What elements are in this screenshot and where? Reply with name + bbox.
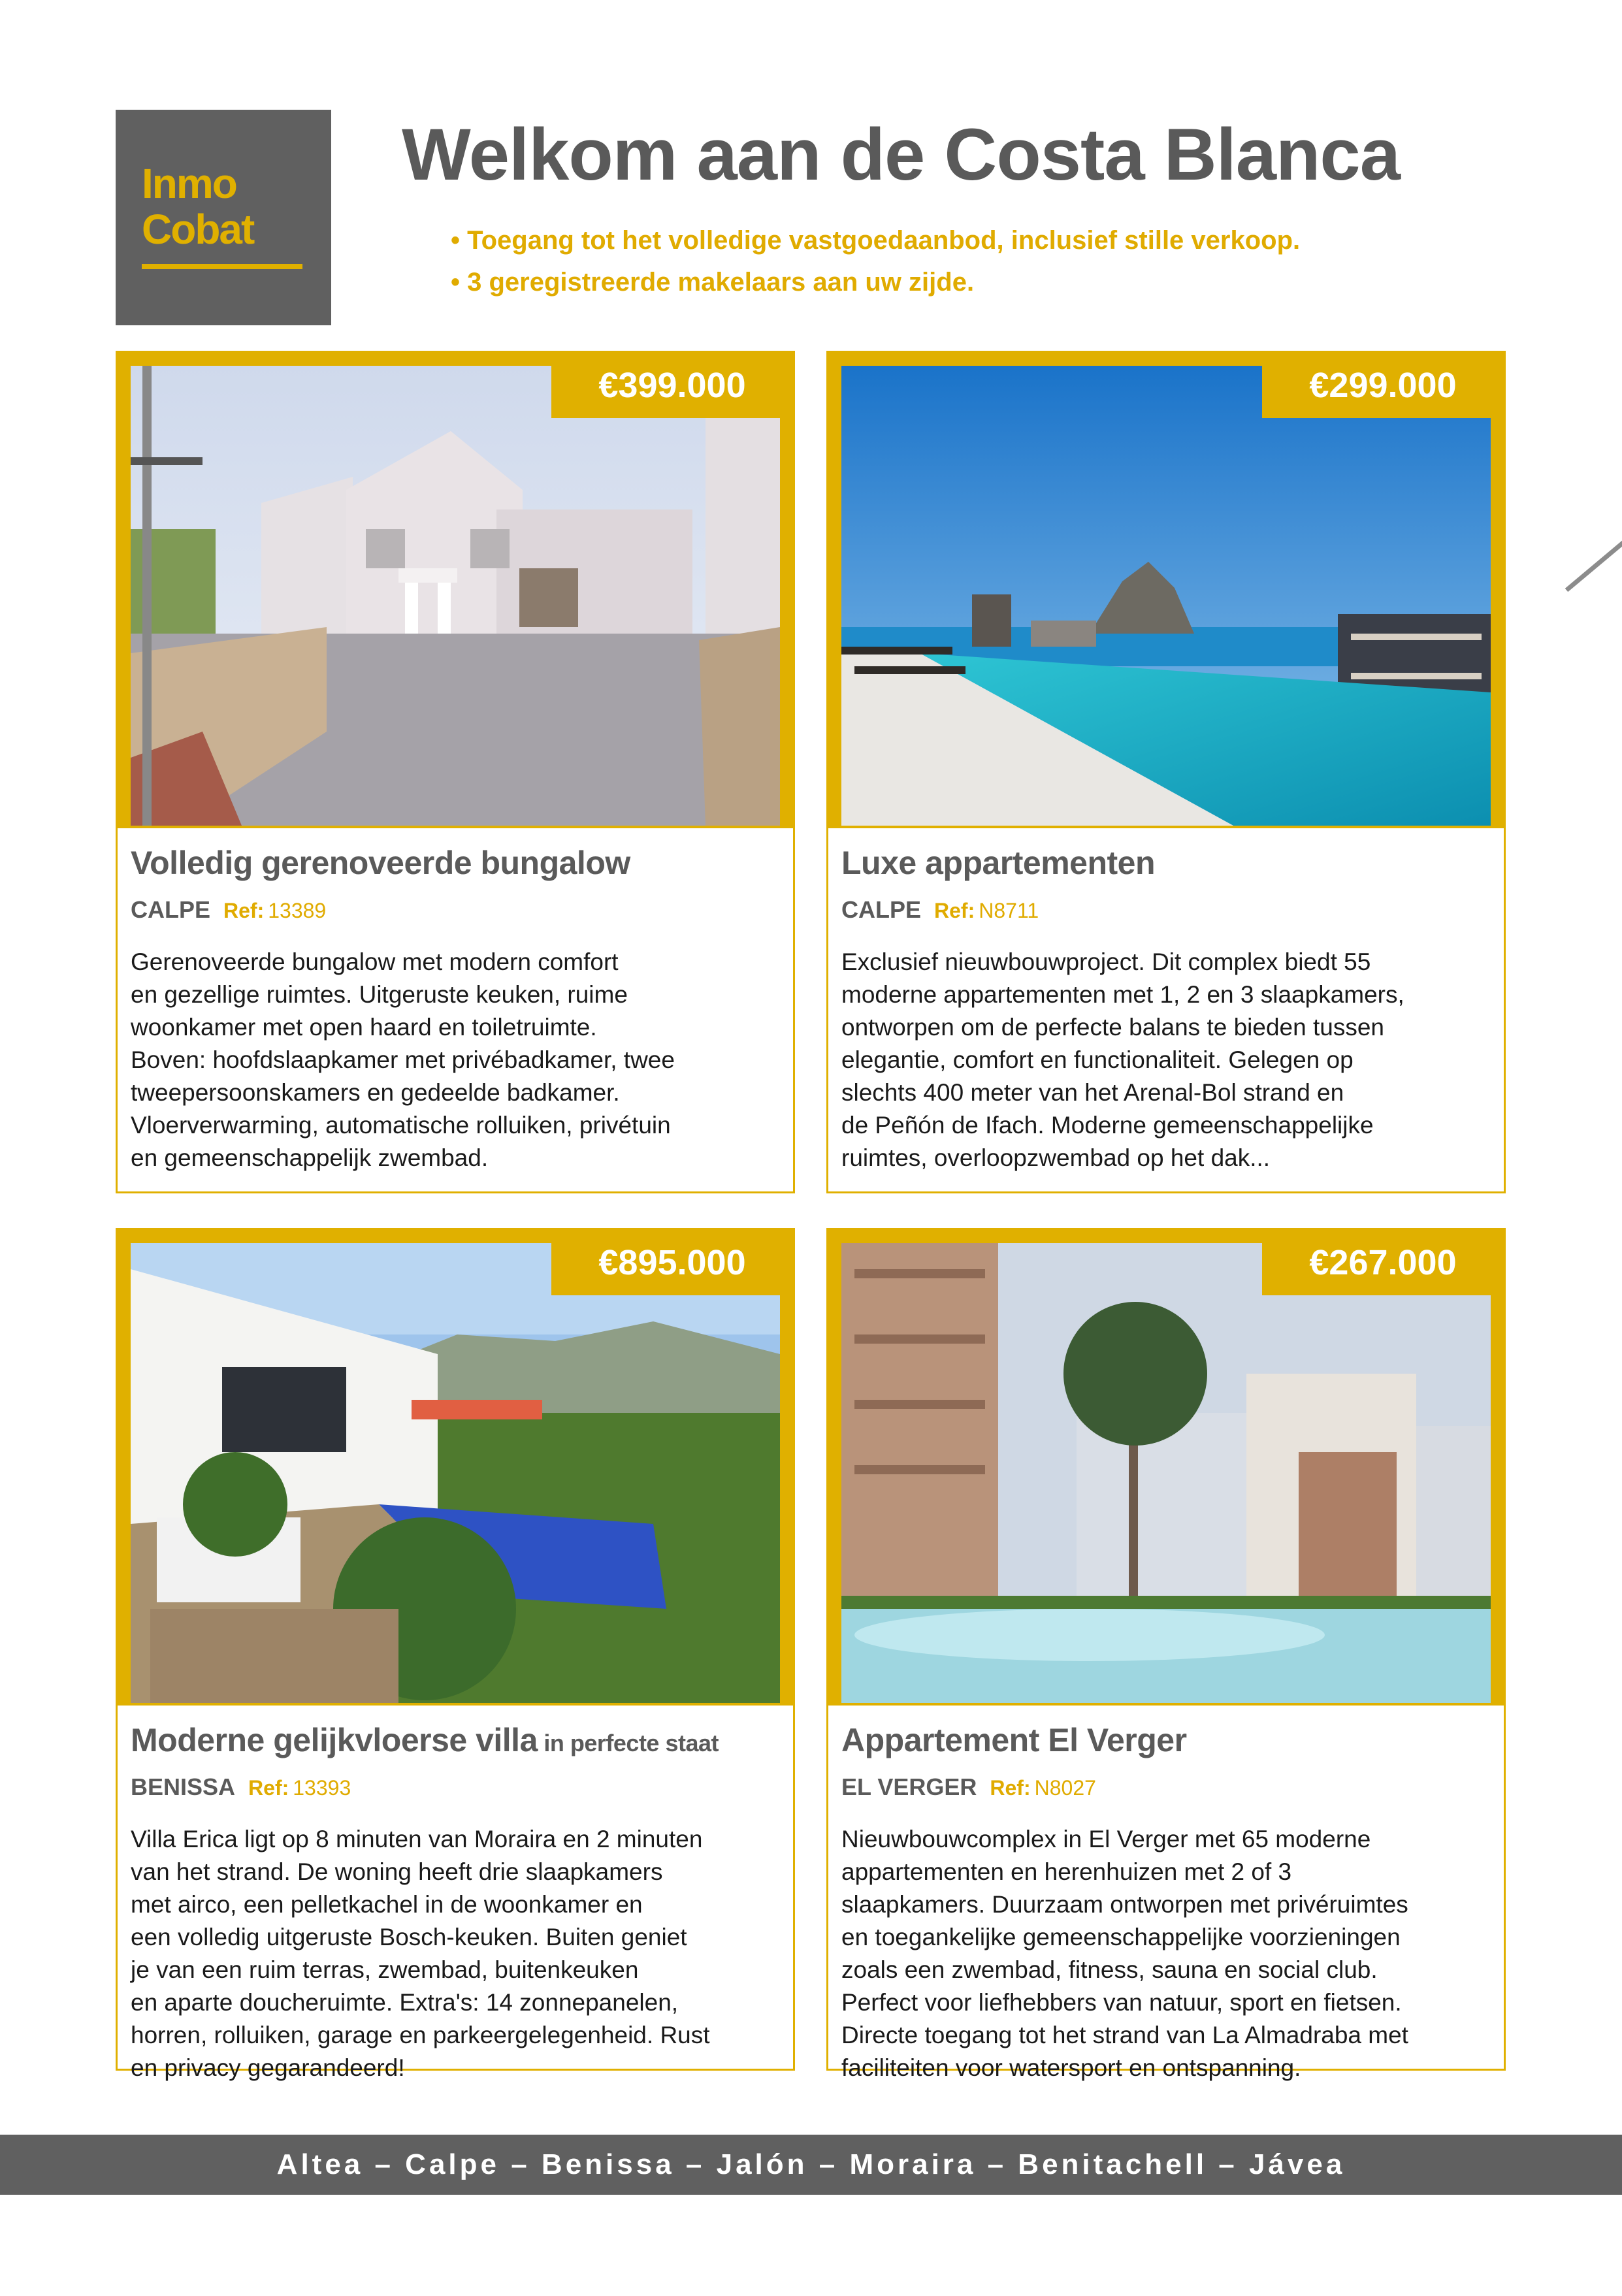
listing-location	[841, 1773, 1096, 1801]
logo-line-1: Inmo	[142, 160, 236, 207]
listing-description: Gerenoveerde bungalow met modern comfort en gezellige ruimtes. Uitgeruste keuken, ruime woonkamer met open haard en toiletruimte. Boven: hoofdslaapkamer met privébadkamer, twee tweepersoonskamers en gedeelde badkamer. Vloerverwarming, automatische rolluiken, privétuin en gemeenschappelijk zwembad.	[131, 948, 675, 1171]
listing-description: Exclusief nieuwbouwproject. Dit complex biedt 55 moderne appartementen met 1, 2 en 3 slaapkamers, ontworpen om de perfecte balans te bieden tussen elegantie, comfort en functionaliteit. Gelegen op slechts 400 meter van het Arenal-Bol strand en de Peñón de Ifach. Moderne gemeenschappelijke ruimtes, overloopzwembad op het dak...	[841, 948, 1404, 1171]
price-badge: €399.000	[551, 353, 793, 418]
location-name: CALPE	[131, 896, 211, 923]
location-name: EL VERGER	[841, 1773, 977, 1800]
listing-card-1[interactable]	[116, 351, 795, 1193]
benefit-item: • Toegang tot het volledige vastgoedaanbod, inclusief stille verkoop.	[451, 226, 1301, 255]
listing-location	[131, 1773, 351, 1801]
listing-description: Villa Erica ligt op 8 minuten van Moraira en 2 minuten van het strand. De woning heeft drie slaapkamers met airco, een pelletkachel in de woonkamer en een volledig uitgeruste Bosch-keuken. Buiten geniet je van een ruim terras, zwembad, buitenkeuken en aparte doucheruimte. Extra's: 14 zonnepanelen, horren, rolluiken, garage en parkeergelegenheid. Rust en privacy gegarandeerd!	[131, 1826, 710, 2081]
listing-title-main: Appartement El Verger	[841, 1722, 1187, 1758]
listing-description: Nieuwbouwcomplex in El Verger met 65 moderne appartementen en herenhuizen met 2 of 3 slaapkamers. Duurzaam ontworpen met privéruimtes en toegankelijke gemeenschappelijke voorzieningen zoals een zwembad, fitness, sauna en social club. Perfect voor liefhebbers van natuur, sport en fietsen. Directe toegang tot het strand van La Almadraba met faciliteiten voor watersport en ontspanning.	[841, 1826, 1408, 2081]
listing-location	[841, 896, 1039, 924]
listing-card-3[interactable]	[116, 1228, 795, 2081]
price-badge: €895.000	[551, 1230, 793, 1295]
listing-title-main: Volledig gerenoveerde bungalow	[131, 845, 630, 881]
ref-number: N8711	[979, 899, 1039, 922]
listing-title	[841, 1721, 1187, 1759]
benefit-list	[451, 219, 1300, 303]
listing-photo-villa[interactable]	[118, 1230, 793, 1706]
ref-label: Ref:	[223, 899, 265, 922]
page-title: Welkom aan de Costa Blanca	[402, 114, 1400, 195]
ref-label: Ref:	[934, 899, 975, 922]
logo	[116, 110, 331, 325]
price-badge: €267.000	[1262, 1230, 1504, 1295]
location-name: BENISSA	[131, 1773, 236, 1800]
listing-photo-bungalow[interactable]	[118, 353, 793, 828]
ref-label: Ref:	[990, 1776, 1031, 1800]
listing-location	[131, 896, 326, 924]
listing-title	[131, 844, 630, 882]
listing-photo-apartments[interactable]	[828, 353, 1504, 828]
listing-title	[131, 1721, 719, 1759]
decorative-line	[1565, 530, 1622, 592]
ref-number: 13389	[268, 899, 327, 922]
listing-title-main: Moderne gelijkvloerse villa	[131, 1722, 538, 1758]
ref-label: Ref:	[248, 1776, 289, 1800]
listing-title	[841, 844, 1155, 882]
ref-number: 13393	[293, 1776, 351, 1800]
footer-locations: Altea – Calpe – Benissa – Jalón – Moraira – Benitachell – Jávea	[0, 2135, 1622, 2195]
ref-number: N8027	[1034, 1776, 1096, 1800]
listing-card-2[interactable]	[826, 351, 1506, 1193]
logo-underline	[142, 264, 302, 269]
benefit-item: • 3 geregistreerde makelaars aan uw zijde.	[451, 268, 975, 297]
location-name: CALPE	[841, 896, 922, 923]
listing-card-4[interactable]	[826, 1228, 1506, 2081]
listing-photo-el-verger[interactable]	[828, 1230, 1504, 1706]
listing-title-sub: in perfecte staat	[537, 1730, 719, 1756]
logo-line-2: Cobat	[142, 206, 254, 253]
listing-title-main: Luxe appartementen	[841, 845, 1156, 881]
price-badge: €299.000	[1262, 353, 1504, 418]
